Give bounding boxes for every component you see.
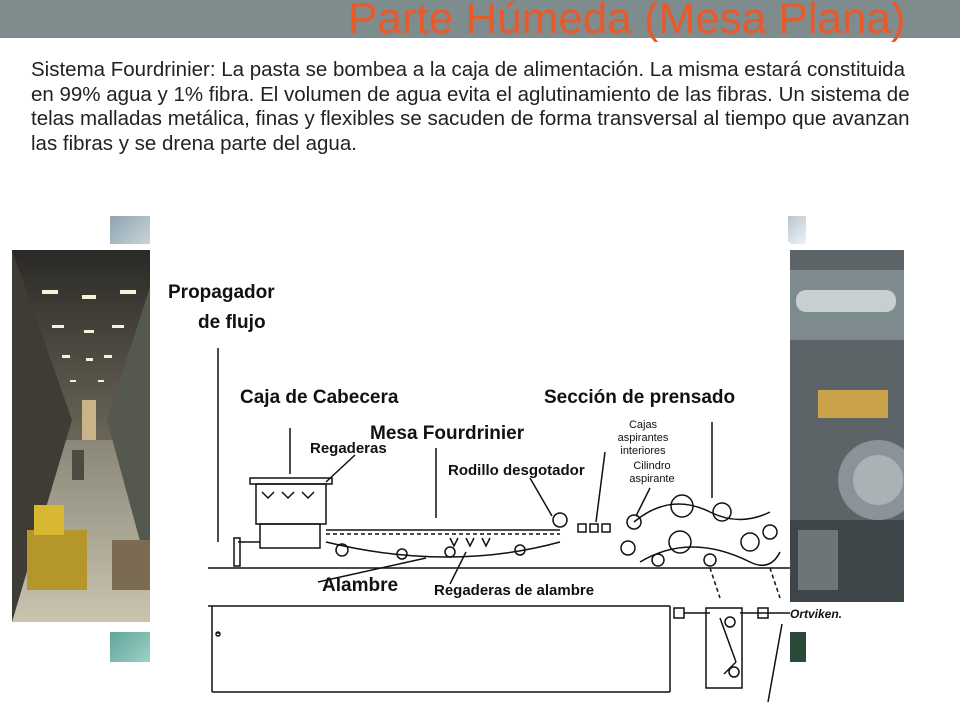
label-alambre: Alambre [322,575,399,596]
thumbnail-top-left [110,216,150,244]
label-regaderas: Regaderas [310,440,387,457]
label-mesa-fourdrinier: Mesa Fourdrinier [370,423,525,444]
label-caja-de-cabecera: Caja de Cabecera [240,387,399,408]
label-de-flujo: de flujo [198,312,266,333]
label-cilindro-aspirante [622,460,682,486]
label-rodillo-desgotador: Rodillo desgotador [448,462,585,479]
label-propagador: Propagador [168,282,275,303]
label-cilindro-line-2: aspirante [629,473,675,485]
thumbnail-top-right [788,216,806,244]
label-cajas-aspirantes [598,419,688,458]
photo-credit: Ortviken. [790,607,843,621]
slide-title: Parte Húmeda (Mesa Plana) [348,0,906,43]
thumbnail-bottom-right [788,632,806,662]
slide-body-text: Sistema Fourdrinier: La pasta se bombea a la caja de alimentación. La misma estará constituida en 99% agua y 1% fibra. El volumen de agua evita el aglutinamiento de las fibras. Un sistema de telas malladas metálica, finas y flexibles se sacuden de forma transversal al tiempo que avanzan las fibras y se drena parte del agua. [31,58,910,155]
label-regaderas-de-alambre: Regaderas de alambre [434,582,595,599]
paper-machine-photo [788,250,904,602]
label-seccion-de-prensado: Sección de prensado [544,387,736,408]
thumbnail-bottom-left [110,632,150,662]
fourdrinier-diagram [150,242,790,712]
label-cajas-line-1: Cajas [628,419,658,431]
label-cajas-line-3: interiores [620,445,666,457]
mill-interior-photo [12,250,162,622]
label-cajas-line-2: aspirantes [617,432,669,444]
label-cilindro-line-1: Cilindro [633,460,671,472]
